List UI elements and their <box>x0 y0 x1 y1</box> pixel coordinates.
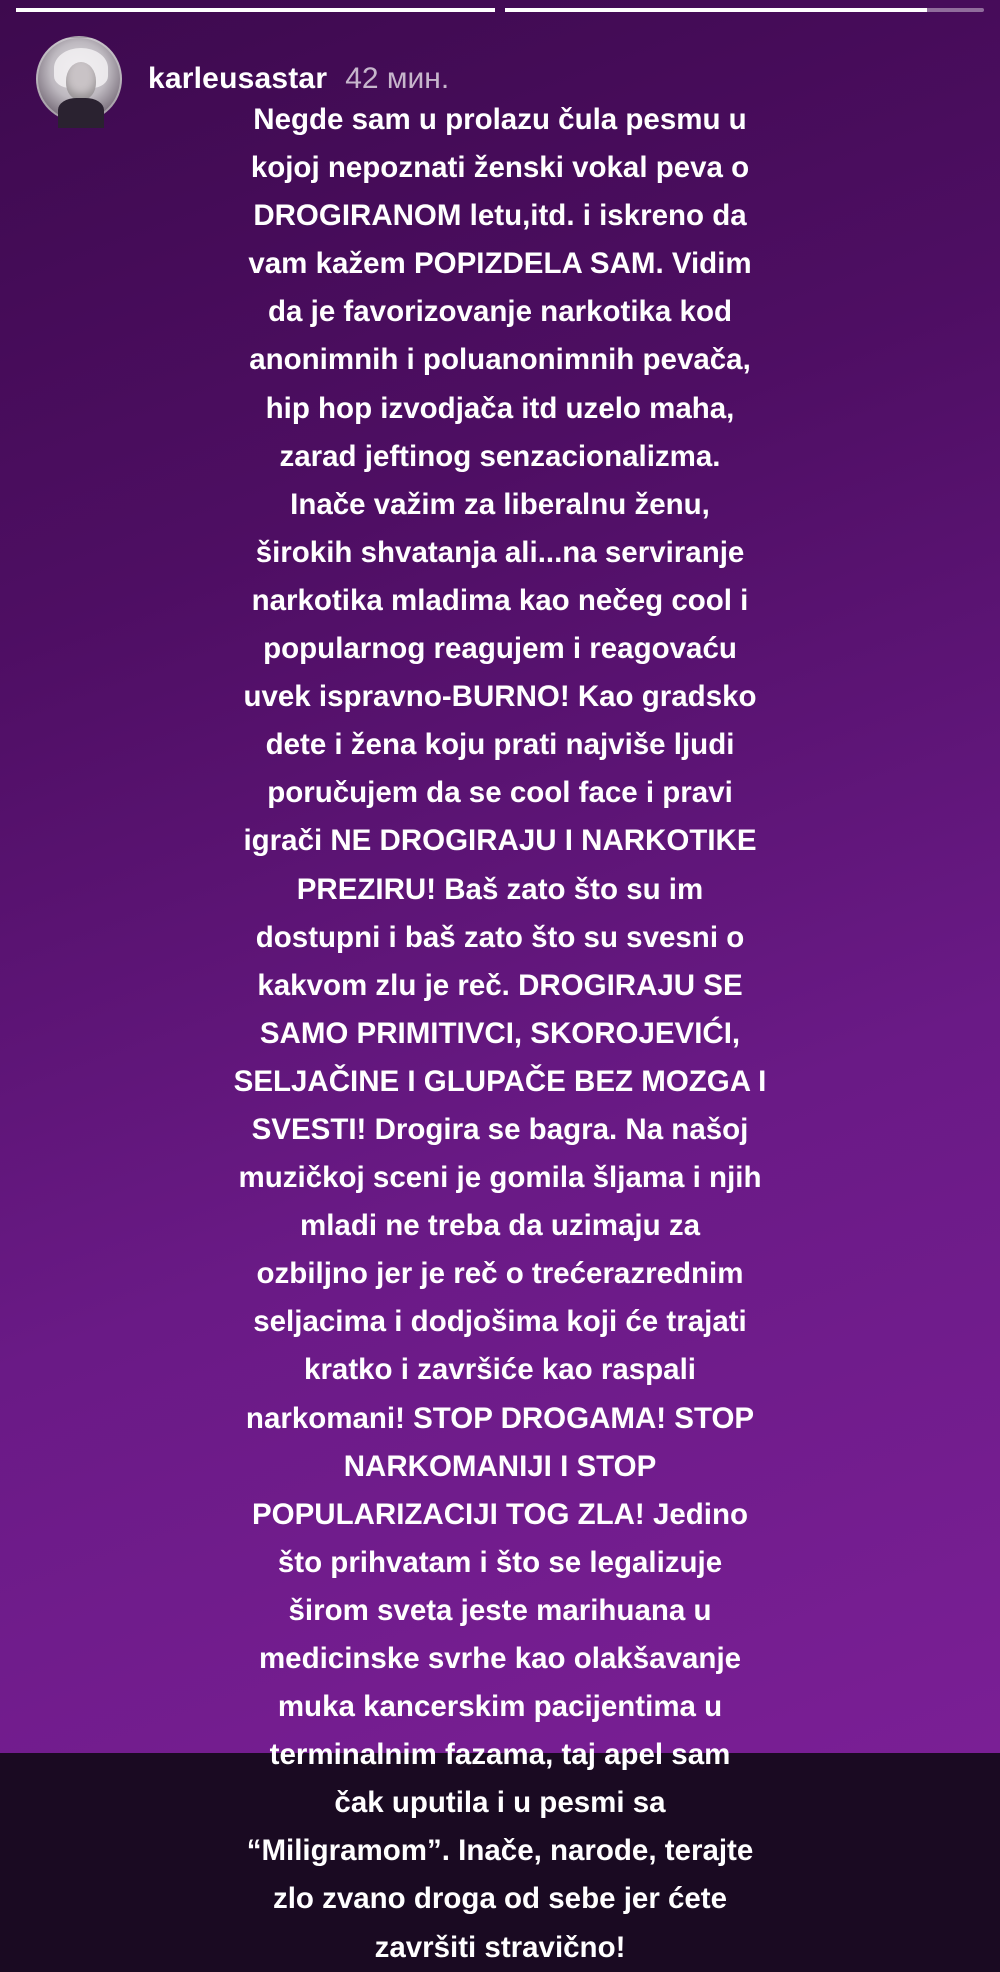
story-progress-fill-2 <box>505 8 927 12</box>
story-text-line: kojoj nepoznati ženski vokal peva o <box>250 151 750 185</box>
story-text-line: NARKOMANIJI I STOP <box>343 1449 657 1483</box>
story-text-line: seljacima i dodjošima koji će trajati <box>253 1305 747 1339</box>
story-text-line: zlo zvano droga od sebe jer ćete <box>272 1882 728 1916</box>
story-text-line: SELJAČINE I GLUPAČE BEZ MOZGA I <box>233 1064 767 1098</box>
story-text-line: mladi ne treba da uzimaju za <box>300 1209 700 1243</box>
avatar-body <box>58 98 104 128</box>
story-progress-segment-1 <box>16 8 495 12</box>
story-text-line: kratko i završiće kao raspali <box>304 1353 696 1387</box>
story-text-line: čak uputila i u pesmi sa <box>334 1786 666 1820</box>
story-text-line: ozbiljno jer je reč o trećerazrednim <box>256 1257 744 1291</box>
story-progress-bar <box>16 8 984 12</box>
story-text-line: SAMO PRIMITIVCI, SKOROJEVIĆI, <box>259 1016 741 1050</box>
story-text-line: igrači NE DROGIRAJU I NARKOTIKE <box>243 824 757 858</box>
story-text-line: SVESTI! Drogira se bagra. Na našoj <box>251 1112 749 1146</box>
story-text-line: muka kancerskim pacijentima u <box>277 1690 723 1724</box>
story-progress-fill-1 <box>16 8 495 12</box>
story-text-line: narkotika mladima kao nečeg cool i <box>251 583 749 617</box>
story-text-line: Negde sam u prolazu čula pesmu u <box>253 103 747 136</box>
story-text-line: terminalnim fazama, taj apel sam <box>269 1738 731 1772</box>
story-text-line: “Miligramom”. Inače, narode, terajte <box>246 1834 754 1868</box>
story-text-line: popularnog reagujem i reagovaću <box>263 632 737 666</box>
story-text-line: narkomani! STOP DROGAMA! STOP <box>245 1401 755 1435</box>
story-text-line: poručujem da se cool face i pravi <box>267 776 733 810</box>
story-text-line: DROGIRANOM letu,itd. i iskreno da <box>253 199 747 233</box>
story-progress-segment-2 <box>505 8 984 12</box>
story-text-line: uvek ispravno-BURNO! Kao gradsko <box>243 680 757 714</box>
story-text-line: POPULARIZACIJI TOG ZLA! Jedino <box>251 1497 749 1531</box>
story-text-line: medicinske svrhe kao olakšavanje <box>258 1642 742 1675</box>
story-text-line: dostupni i baš zato što su svesni o <box>255 920 745 954</box>
story-text-line: PREZIRU! Baš zato što su im <box>296 872 704 906</box>
story-text-line: širom sveta jeste marihuana u <box>288 1593 712 1627</box>
story-text-line: Inače važim za liberalnu ženu, <box>290 487 710 521</box>
story-text-line: kakvom zlu je reč. DROGIRAJU SE <box>257 968 743 1002</box>
story-text-line: vam kažem POPIZDELA SAM. Vidim <box>248 247 752 281</box>
story-text-line: što prihvatam i što se legalizuje <box>277 1545 723 1579</box>
avatar-face <box>66 62 96 100</box>
story-text-line: hip hop izvodjača itd uzelo maha, <box>265 391 735 425</box>
post-timestamp: 42 мин. <box>345 62 450 95</box>
story-text-line: zarad jeftinog senzacionalizma. <box>279 439 721 473</box>
story-text-line: da je favorizovanje narkotika kod <box>268 295 732 329</box>
profile-avatar[interactable] <box>36 36 122 122</box>
story-text-line: širokih shvatanja ali...na serviranje <box>255 535 745 569</box>
story-text-line: anonimnih i poluanonimnih pevača, <box>249 343 751 377</box>
story-text-line: muzičkoj sceni je gomila šljama i njih <box>238 1161 762 1195</box>
story-text-line: dete i žena koju prati najviše ljudi <box>265 728 735 762</box>
story-text-block <box>190 96 810 1972</box>
story-text-line: završiti stravično! <box>374 1930 626 1964</box>
username-link[interactable]: karleusastar <box>148 62 328 95</box>
